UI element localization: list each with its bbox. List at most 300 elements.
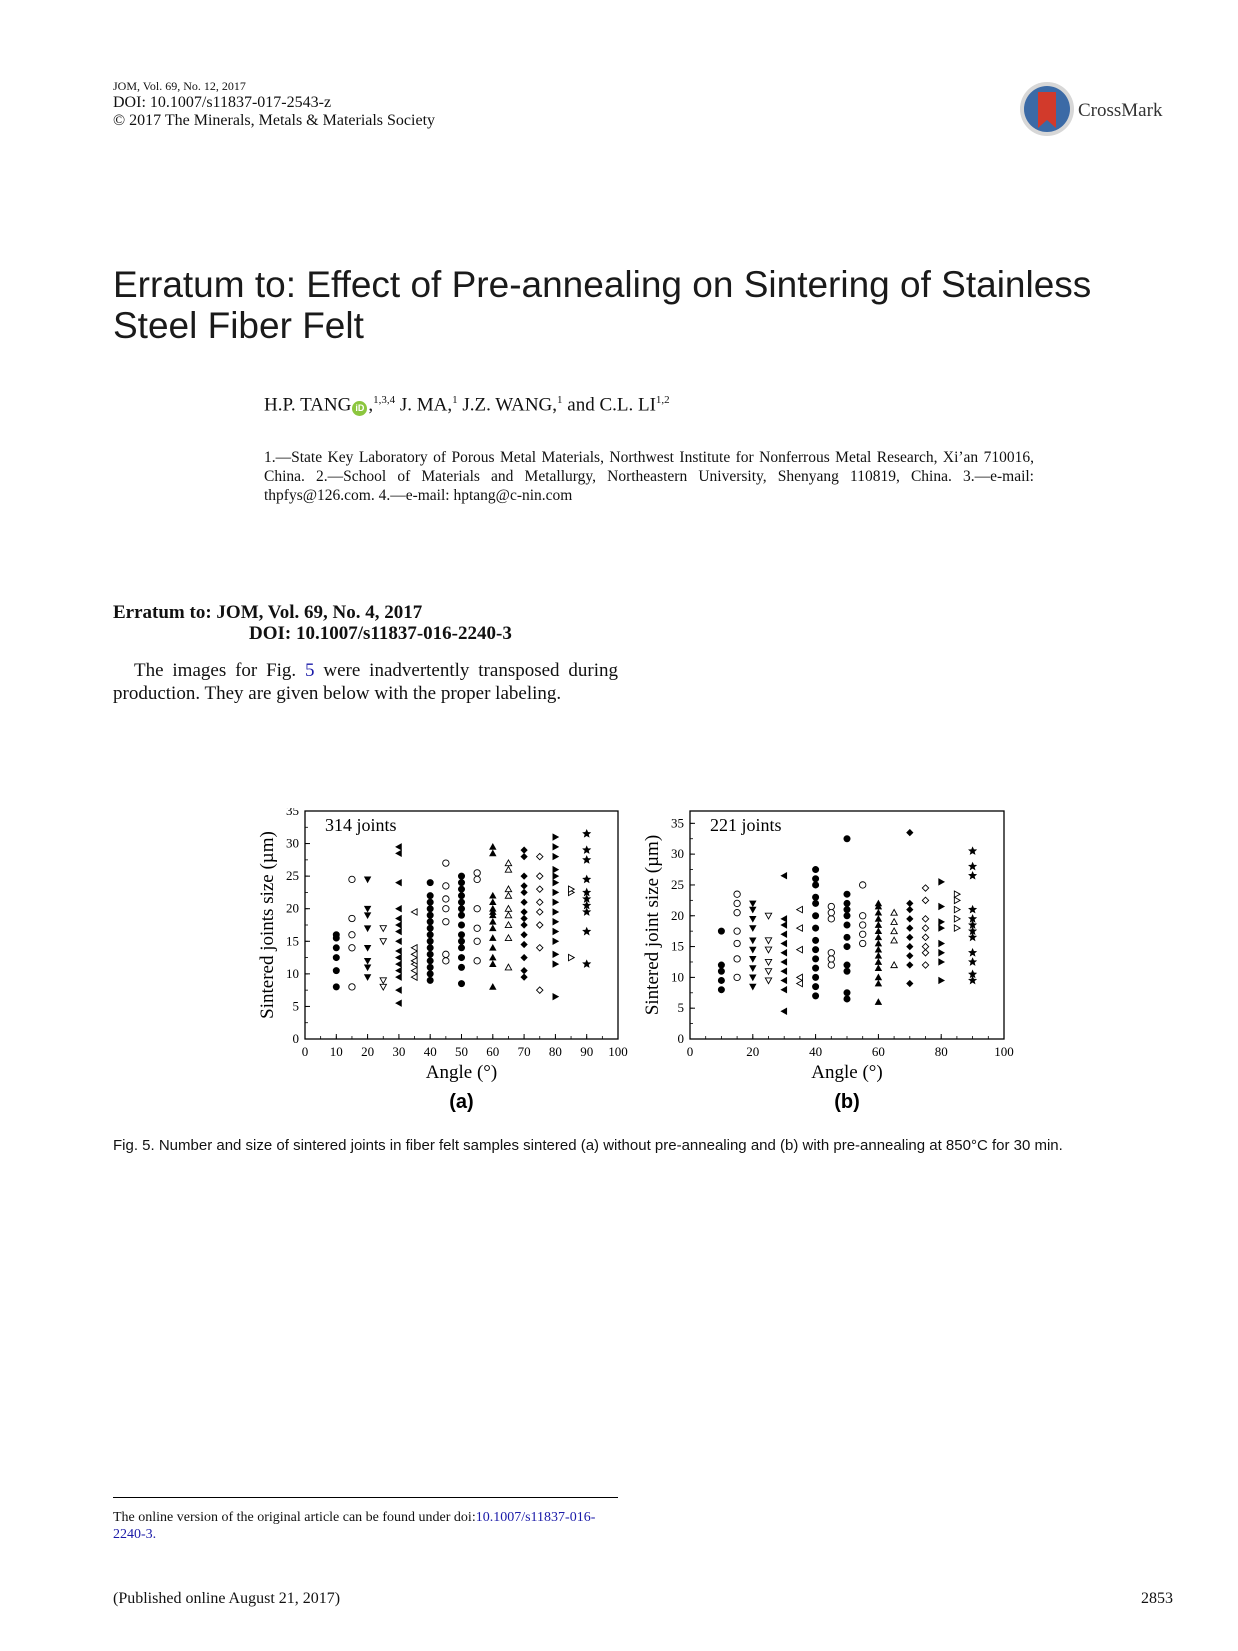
data-point [490, 906, 496, 912]
data-point [553, 928, 559, 934]
data-point [875, 909, 881, 915]
y-tick-label: 15 [671, 938, 684, 954]
data-point [443, 883, 449, 889]
data-point [521, 909, 527, 915]
data-point [521, 932, 527, 938]
y-tick-label: 0 [292, 1031, 299, 1046]
data-point [364, 958, 370, 964]
data-point [364, 945, 370, 951]
data-point [490, 954, 496, 960]
data-point [812, 993, 818, 999]
y-tick-label: 35 [671, 815, 684, 831]
data-point [349, 945, 355, 951]
data-point [458, 932, 464, 938]
data-point [396, 954, 402, 960]
data-point [860, 931, 866, 937]
data-point [458, 879, 464, 885]
data-point [458, 912, 464, 918]
data-point [922, 925, 928, 931]
data-point [505, 860, 511, 866]
data-point [333, 932, 339, 938]
data-point [718, 962, 724, 968]
data-point [568, 954, 574, 960]
published-date: (Published online August 21, 2017) [113, 1590, 341, 1607]
data-point [521, 967, 527, 973]
y-tick-label: 30 [286, 835, 299, 851]
data-point [396, 922, 402, 928]
data-point [396, 987, 402, 993]
data-point [969, 863, 977, 870]
data-point [907, 900, 913, 906]
data-point [875, 916, 881, 922]
data-point [427, 951, 433, 957]
y-tick-label: 25 [671, 876, 684, 892]
data-point [812, 900, 818, 906]
data-point [812, 913, 818, 919]
data-point [750, 947, 756, 953]
data-point [718, 977, 724, 983]
erratum-heading [113, 602, 512, 644]
data-point [844, 943, 850, 949]
data-point [969, 906, 977, 913]
data-point [458, 886, 464, 892]
data-point [427, 971, 433, 977]
data-point [875, 946, 881, 952]
data-point [781, 931, 787, 937]
data-point [718, 968, 724, 974]
data-point [969, 970, 977, 977]
data-point [333, 954, 339, 960]
data-point [553, 844, 559, 850]
data-point [521, 915, 527, 921]
data-point [907, 980, 913, 986]
data-point [521, 883, 527, 889]
data-point [458, 873, 464, 879]
data-point [380, 978, 386, 984]
data-point [718, 928, 724, 934]
data-point [875, 928, 881, 934]
data-point [458, 945, 464, 951]
data-point [553, 951, 559, 957]
data-point [443, 958, 449, 964]
data-point [553, 879, 559, 885]
body-text-end: were inadvertently transposed during production. They are given below with the proper labeling. [113, 660, 618, 704]
figure-caption: Fig. 5. Number and size of sintered joints in fiber felt samples sintered (a) without pre-annealing and (b) with pre-annealing at 850°C for 30 min. [113, 1137, 1063, 1154]
data-point [734, 928, 740, 934]
data-point [333, 984, 339, 990]
figure-link[interactable]: 5 [305, 660, 315, 681]
data-point [797, 946, 803, 952]
data-point [750, 984, 756, 990]
data-point [907, 943, 913, 949]
data-point [969, 949, 977, 956]
data-point [364, 975, 370, 981]
data-point [812, 956, 818, 962]
data-point [781, 916, 787, 922]
x-tick-label: 20 [361, 1044, 375, 1059]
data-point [553, 873, 559, 879]
data-point [860, 882, 866, 888]
data-point [954, 897, 960, 903]
data-point [458, 899, 464, 905]
data-point [458, 954, 464, 960]
data-point [537, 873, 543, 879]
data-point [922, 897, 928, 903]
data-point [537, 886, 543, 892]
data-point [812, 937, 818, 943]
data-point [781, 922, 787, 928]
data-point [521, 954, 527, 960]
orcid-icon[interactable]: iD [352, 401, 367, 416]
x-tick-label: 80 [548, 1044, 562, 1059]
data-point [828, 916, 834, 922]
data-point [583, 830, 591, 837]
data-point [553, 834, 559, 840]
data-point [844, 891, 850, 897]
data-point [922, 943, 928, 949]
joint-count-annotation: 221 joints [710, 815, 782, 835]
data-point [553, 899, 559, 905]
data-point [939, 903, 945, 909]
data-point [734, 974, 740, 980]
data-point [458, 980, 464, 986]
data-point [954, 925, 960, 931]
data-point [750, 901, 756, 907]
body-text-start: The images for Fig. [134, 660, 306, 681]
data-point [396, 967, 402, 973]
x-tick-label: 100 [994, 1044, 1014, 1059]
author-list: H.P. TANG iD ,$^{1,3,4}$ J. MA,$^1$ J.Z. WANG,$^1$ and C.L. LI$^{1,2}$ [264, 394, 670, 416]
data-point [537, 987, 543, 993]
data-point [505, 886, 511, 892]
data-point [396, 928, 402, 934]
data-point [490, 935, 496, 941]
data-point [364, 926, 370, 932]
data-point [781, 968, 787, 974]
y-tick-label: 10 [286, 965, 299, 981]
data-point [364, 877, 370, 883]
data-point [427, 892, 433, 898]
data-point [427, 879, 433, 885]
data-point [474, 958, 480, 964]
data-point [474, 870, 480, 876]
data-point [969, 847, 977, 854]
data-point [553, 853, 559, 859]
data-point [505, 892, 511, 898]
data-point [797, 974, 803, 980]
data-point [734, 900, 740, 906]
data-point [537, 909, 543, 915]
data-point [718, 987, 724, 993]
data-point [875, 900, 881, 906]
footnote-doi-link[interactable]: 10.1007/s11837-016-2240-3. [113, 1510, 596, 1542]
data-point [939, 950, 945, 956]
data-point [828, 962, 834, 968]
data-point [812, 974, 818, 980]
data-point [411, 945, 417, 951]
data-point [875, 974, 881, 980]
data-point [907, 906, 913, 912]
x-tick-label: 10 [329, 1044, 343, 1059]
data-point [939, 925, 945, 931]
erratum-citation: Erratum to: JOM, Vol. 69, No. 4, 2017 [113, 602, 423, 623]
data-point [505, 912, 511, 918]
data-point [505, 866, 511, 872]
data-point [553, 889, 559, 895]
article-doi: DOI: 10.1007/s11837-017-2543-z [113, 93, 332, 111]
data-point [396, 915, 402, 921]
data-point [797, 925, 803, 931]
data-point [844, 934, 850, 940]
data-point [490, 899, 496, 905]
data-point [427, 906, 433, 912]
data-point [844, 922, 850, 928]
data-point [734, 909, 740, 915]
y-tick-label: 35 [286, 808, 299, 818]
data-point [812, 876, 818, 882]
data-point [490, 984, 496, 990]
data-point [521, 899, 527, 905]
data-point [349, 915, 355, 921]
data-point [490, 844, 496, 850]
data-point [734, 956, 740, 962]
data-point [458, 892, 464, 898]
data-point [828, 956, 834, 962]
data-point [860, 940, 866, 946]
affiliations: 1.—State Key Laboratory of Porous Metal Materials, Northwest Institute for Nonferrous Metal Research, Xi’an 710016, China. 2.—School of Materials and Metallurgy, Northeastern University, Shenyang 110819, China. 3.—e-mail: thpfys@126.com. 4.—e-mail: hptang@c-nin.com [264, 449, 1034, 504]
data-point [812, 965, 818, 971]
panel-label: (a) [449, 1091, 474, 1113]
x-axis-label: Angle (°) [425, 1062, 498, 1083]
data-point [969, 872, 977, 879]
data-point [765, 947, 771, 953]
data-point [474, 925, 480, 931]
data-point [583, 875, 591, 882]
data-point [521, 974, 527, 980]
data-point [844, 990, 850, 996]
data-point [458, 938, 464, 944]
data-point [875, 980, 881, 986]
data-point [521, 922, 527, 928]
data-point [765, 959, 771, 965]
data-point [812, 983, 818, 989]
data-point [553, 993, 559, 999]
data-point [553, 866, 559, 872]
data-point [907, 829, 913, 835]
journal-info: JOM, Vol. 69, No. 12, 2017 [113, 79, 246, 93]
x-tick-label: 80 [934, 1044, 948, 1059]
data-point [521, 889, 527, 895]
data-point [939, 959, 945, 965]
data-point [553, 919, 559, 925]
x-tick-label: 0 [686, 1044, 694, 1059]
copyright-line: © 2017 The Minerals, Metals & Materials Society [113, 112, 436, 130]
data-point [474, 906, 480, 912]
data-point [537, 922, 543, 928]
data-point [939, 940, 945, 946]
data-point [844, 900, 850, 906]
y-tick-label: 25 [286, 868, 299, 884]
data-point [443, 860, 449, 866]
data-point [939, 919, 945, 925]
data-point [812, 946, 818, 952]
data-point [907, 953, 913, 959]
article-title: Erratum to: Effect of Pre-annealing on Sintering of Stainless Steel Fiber Felt [113, 264, 1092, 346]
data-point [734, 940, 740, 946]
data-point [427, 912, 433, 918]
data-point [797, 906, 803, 912]
data-point [828, 950, 834, 956]
author-name: and C.L. LI [567, 394, 656, 416]
data-point [907, 934, 913, 940]
data-point [443, 919, 449, 925]
data-point [490, 850, 496, 856]
x-tick-label: 60 [871, 1044, 885, 1059]
data-point [828, 903, 834, 909]
data-point [954, 891, 960, 897]
data-point [891, 919, 897, 925]
x-tick-label: 20 [746, 1044, 760, 1059]
data-point [364, 913, 370, 919]
x-tick-label: 40 [423, 1044, 437, 1059]
chart-panel-b [642, 811, 1014, 1113]
data-point [954, 916, 960, 922]
x-tick-label: 30 [392, 1044, 406, 1059]
data-point [490, 961, 496, 967]
data-point [797, 980, 803, 986]
x-tick-label: 40 [809, 1044, 823, 1059]
data-point [364, 906, 370, 912]
data-point [505, 906, 511, 912]
x-tick-label: 100 [608, 1044, 628, 1059]
data-point [427, 977, 433, 983]
data-point [427, 945, 433, 951]
data-point [812, 882, 818, 888]
data-point [349, 876, 355, 882]
data-point [812, 866, 818, 872]
author-affil: 1 [452, 394, 458, 406]
y-axis-label: Sintered joints size (µm) [257, 831, 278, 1019]
footnote [113, 1509, 623, 1543]
data-point [411, 967, 417, 973]
data-point [781, 873, 787, 879]
data-point [750, 966, 756, 972]
data-point [553, 961, 559, 967]
chart-panel-a [257, 808, 628, 1113]
data-point [922, 962, 928, 968]
data-point [750, 916, 756, 922]
data-point [411, 951, 417, 957]
data-point [490, 892, 496, 898]
data-point [427, 899, 433, 905]
data-point [891, 909, 897, 915]
data-point [765, 969, 771, 975]
data-point [537, 853, 543, 859]
y-tick-label: 5 [292, 998, 299, 1014]
data-point [781, 1008, 787, 1014]
y-tick-label: 10 [671, 969, 684, 985]
data-point [505, 922, 511, 928]
data-point [844, 906, 850, 912]
data-point [443, 896, 449, 902]
data-point [875, 922, 881, 928]
data-point [364, 965, 370, 971]
data-point [396, 844, 402, 850]
data-point [750, 975, 756, 981]
data-point [765, 978, 771, 984]
x-axis-label: Angle (°) [811, 1062, 883, 1083]
data-point [396, 961, 402, 967]
author-name: H.P. TANG [264, 394, 352, 416]
data-point [750, 926, 756, 932]
data-point [521, 873, 527, 879]
data-point [844, 968, 850, 974]
y-tick-label: 15 [286, 933, 299, 949]
data-point [583, 960, 591, 967]
data-point [333, 967, 339, 973]
crossmark-label: CrossMark [1078, 100, 1163, 121]
data-point [427, 938, 433, 944]
data-point [380, 984, 386, 990]
data-point [860, 922, 866, 928]
data-point [521, 941, 527, 947]
joint-count-annotation: 314 joints [325, 815, 397, 835]
data-point [907, 916, 913, 922]
data-point [844, 996, 850, 1002]
data-point [553, 938, 559, 944]
data-point [396, 948, 402, 954]
data-point [349, 932, 355, 938]
x-tick-label: 50 [455, 1044, 468, 1059]
footnote-text: The online version of the original article can be found under doi: [113, 1510, 476, 1525]
data-point [875, 934, 881, 940]
data-point [427, 932, 433, 938]
y-axis-label: Sintered joint size (µm) [642, 834, 663, 1016]
data-point [812, 894, 818, 900]
x-tick-label: 90 [580, 1044, 594, 1059]
author-affil: 1,2 [655, 394, 670, 406]
data-point [583, 846, 591, 853]
data-point [333, 945, 339, 951]
data-point [891, 962, 897, 968]
data-point [891, 937, 897, 943]
y-tick-label: 0 [677, 1031, 684, 1046]
data-point [583, 856, 591, 863]
y-tick-label: 20 [286, 900, 299, 916]
data-point [396, 906, 402, 912]
crossmark-badge[interactable] [1018, 80, 1178, 140]
data-point [750, 956, 756, 962]
data-point [427, 919, 433, 925]
data-point [875, 940, 881, 946]
data-point [553, 909, 559, 915]
data-point [891, 928, 897, 934]
data-point [812, 925, 818, 931]
data-point [458, 964, 464, 970]
data-point [505, 964, 511, 970]
data-point [750, 938, 756, 944]
data-point [411, 909, 417, 915]
data-point [875, 999, 881, 1005]
data-point [396, 974, 402, 980]
author-name: J. MA, [399, 394, 453, 416]
data-point [939, 977, 945, 983]
body-paragraph [113, 659, 618, 705]
data-point [458, 922, 464, 928]
data-point [427, 958, 433, 964]
data-point [443, 906, 449, 912]
data-point [844, 962, 850, 968]
